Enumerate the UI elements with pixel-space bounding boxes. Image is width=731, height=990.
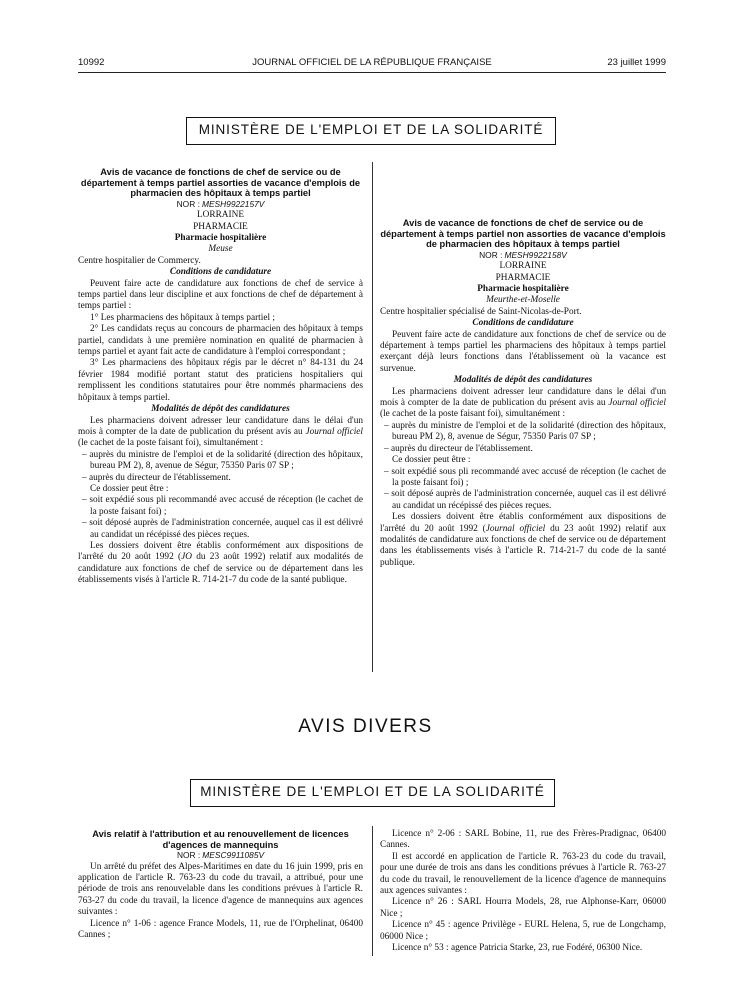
notice2-column [380,218,666,569]
notice2-mod-item-2: – auprès du directeur de l'établissement. [384,443,533,454]
notice2-title: Avis de vacance de fonctions de chef de service ou de département à temps partiel non assorties de vacance d'emplois de pharmacien des hôpitaux à temps partiel [380,218,666,250]
notice1-conditions-heading: Conditions de candidature [169,267,272,278]
ministry-box-1 [186,117,556,145]
notice2-modalites-p1: Les pharmaciens doivent adresser leur candidature dans le délai d'un mois à compter de la date de publication du présent avis au Journal officiel (le cachet de la poste faisant foi), simultanément : [380,386,666,420]
notice3-licence-1: Licence n° 1-06 : agence France Models, 11, rue de l'Orphelinat, 06400 Cannes ; [78,918,363,941]
notice3-left-column [78,829,363,941]
notice1-mod-dossier: Ce dossier peut être : [90,483,169,494]
ministry-title-2: MINISTÈRE DE L'EMPLOI ET DE LA SOLIDARITÉ [200,784,545,799]
notice1-column [78,167,363,587]
notice1-condition-2: 2° Les candidats reçus au concours de pharmacien des hôpitaux à temps partiel, candidats à une première nomination en qualité de pharmacien à temps partiel et ayant fait acte de candidature à l'emploi correspondant ; [78,324,363,358]
header-rule [78,72,666,73]
notice2-department: Meurthe-et-Moselle [486,295,560,306]
notice1-nor-code: MESH9922157V [201,198,265,209]
notice1-field: PHARMACIE [193,221,248,232]
notice1-mod-item-3: – soit expédié sous pli recommandé avec accusé de réception (le cachet de la poste faisant foi) ; [82,495,363,517]
notice2-conditions-heading: Conditions de candidature [472,318,574,329]
notice1-nor: NOR : MESH9922157V [176,198,265,209]
notice1-mod-item-1: – auprès du ministre de l'emploi et de la solidarité (direction des hôpitaux, bureau PM 2), 8, avenue de Ségur, 75350 Paris 07 SP ; [82,449,363,472]
notice1-condition-3: 3° Les pharmaciens des hôpitaux régis par le décret n° 84-131 du 24 février 1984 modifié portant statut des praticiens hospitaliers qui remplissent les conditions statutaires pour être nommés pharmaciens des hôpitaux à temps partiel. [78,358,363,403]
notice3-licence-26: Licence n° 26 : SARL Hourra Models, 28, rue Alphonse-Karr, 06000 Nice ; [380,897,666,919]
notice2-mod-item-4: – soit déposé auprès de l'administration concernée, auquel cas il est délivré au candidat un récépissé des pièces reçues. [384,489,666,511]
notice1-condition-1: 1° Les pharmaciens des hôpitaux à temps partiel ; [90,312,275,323]
notice2-mod-item-1: – auprès du ministre de l'emploi et de la solidarité (direction des hôpitaux, bureau PM 2), 8, avenue de Ségur, 75350 Paris 07 SP ; [384,420,666,443]
column-divider-2 [372,826,373,956]
notice3-intro: Un arrêté du préfet des Alpes-Maritimes en date du 16 juin 1999, pris en application de l'article R. 763-23 du code du travail, a attribué, pour une période de trois ans renouvelable dans les conditions prévues à l'article R. 763-27 du code du travail, la licence d'agence de mannequins aux agences suivantes : [78,861,363,918]
notice1-modalites-p1: Les pharmaciens doivent adresser leur candidature dans le délai d'un mois à compter de la date de publication du présent avis au Journal officiel (le cachet de la poste faisant foi), simultanément : [78,415,364,449]
notice2-conditions-text: Peuvent faire acte de candidature aux fonctions de chef de service ou de département à temps partiel les pharmaciens des hôpitaux à temps partiel exerçant déjà leurs fonctions dans l'établissement où la vacance est survenue. [380,329,666,374]
notice2-mod-item-3: – soit expédié sous pli recommandé avec accusé de réception (le cachet de la poste faisant foi) ; [384,466,666,488]
column-divider-1 [372,162,373,672]
notice1-mod-item-4: – soit déposé auprès de l'administration concernée, auquel cas il est délivré au candidat un récépissé des pièces reçues. [82,518,363,540]
avis-divers-heading: AVIS DIVERS [298,716,433,737]
journal-title: JOURNAL OFFICIEL DE LA RÉPUBLIQUE FRANÇAISE [252,57,492,68]
notice1-establishment: Centre hospitalier de Commercy. [78,255,201,266]
ministry-box-2 [190,779,555,807]
notice1-modalites-heading: Modalités de dépôt des candidatures [151,404,290,415]
notice3-licence-2: Licence n° 2-06 : SARL Bobine, 11, rue des Frères-Pradignac, 06400 Cannes. [380,829,666,851]
notice1-mod-item-2: – auprès du directeur de l'établissement. [82,472,231,483]
notice1-mod-last: Les dossiers doivent être établis conformément aux dispositions de l'arrêté du 20 août 1992 (JO du 23 août 1992) relatif aux modalités de candidature aux fonctions de chef de service ou de département dans les établissements visés à l'article R. 714-21-7 du code de la santé publique. [78,540,363,586]
notice2-specialty: Pharmacie hospitalière [477,284,569,294]
notice2-field: PHARMACIE [495,272,551,283]
notice3-licence-53: Licence n° 53 : agence Patricia Starke, 23, rue Fodéré, 06300 Nice. [392,943,643,954]
ministry-title-1: MINISTÈRE DE L'EMPLOI ET DE LA SOLIDARITÉ [198,122,544,137]
notice1-title: Avis de vacance de fonctions de chef de service ou de département à temps partiel assorties de vacance d'emplois de pharmacien des hôpitaux à temps partiel [80,167,361,199]
notice3-nor-code: MESC9911085V [202,850,265,861]
notice2-nor-code: MESH9922158V [504,249,567,260]
notice2-mod-last: Les dossiers doivent être établis conformément aux dispositions de l'arrêté du 20 août 1992 (Journal officiel du 23 août 1992) relatif aux modalités de candidature aux fonctions de chef de service ou de département dans les établissements visés à l'article R. 714-21-7 du code de la santé publique. [380,512,667,568]
notice3-licence-45: Licence n° 45 : agence Privilège - EURL Helena, 5, rue de Longchamp, 06000 Nice ; [380,920,666,942]
notice3-renewal: Il est accordé en application de l'article R. 763-23 du code du travail, pour une durée de trois ans dans les conditions prévues à l'article R. 763-27 du code du travail, le renouvellement de la licence d'agence de mannequins aux agences suivantes : [380,851,666,897]
page-number: 10992 [78,57,105,68]
notice3-nor: NOR : MESC9911085V [176,850,265,861]
notice2-establishment: Centre hospitalier spécialisé de Saint-Nicolas-de-Port. [380,306,582,317]
notice1-conditions-intro: Peuvent faire acte de candidature aux fonctions de chef de service à temps partiel dans leur discipline et aux fonctions de chef de département à temps partiel : [78,278,363,312]
page-header [78,57,666,71]
notice3-title: Avis relatif à l'attribution et au renouvellement de licences d'agences de mannequins [92,829,349,850]
issue-date: 23 juillet 1999 [607,57,666,68]
notice2-modalites-heading: Modalités de dépôt des candidatures [453,375,593,386]
notice3-right-column [380,829,666,954]
notice1-region: LORRAINE [197,210,244,221]
notice2-mod-dossier: Ce dossier peut être : [392,455,471,466]
notice2-nor: NOR : MESH9922158V [479,249,567,260]
notice2-region: LORRAINE [499,261,547,272]
notice1-specialty: Pharmacie hospitalière [174,233,267,243]
notice1-department: Meuse [208,244,233,255]
